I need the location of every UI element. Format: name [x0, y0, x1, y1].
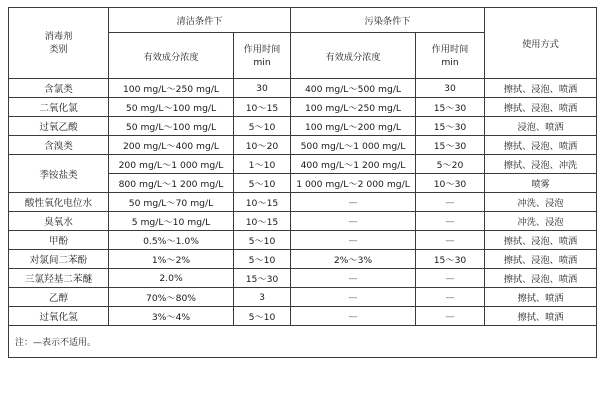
usage-method-cell: 冲洗、浸泡: [485, 212, 597, 231]
clean-time-cell: 5～10: [234, 231, 291, 250]
dirty-time-cell: 15～30: [416, 117, 485, 136]
clean-concentration-cell: 1%～2%: [109, 250, 234, 269]
table-row: [9, 155, 597, 174]
clean-concentration-cell: 50 mg/L～100 mg/L: [109, 98, 234, 117]
dirty-concentration-cell: —: [291, 193, 416, 212]
disinfectant-name-cell: 含氯类: [9, 79, 109, 98]
dirty-time-label-line2: min: [441, 56, 459, 68]
dirty-time-cell: —: [416, 193, 485, 212]
disinfectant-category-header: [9, 8, 109, 79]
usage-method-cell: 擦拭、喷洒: [485, 288, 597, 307]
disinfectant-name-cell: 季铵盐类: [9, 155, 109, 193]
table-row: [9, 193, 597, 212]
table-row: [9, 307, 597, 326]
clean-concentration-cell: 5 mg/L～10 mg/L: [109, 212, 234, 231]
table-row: [9, 98, 597, 117]
dirty-concentration-cell: —: [291, 288, 416, 307]
clean-time-cell: 5～10: [234, 174, 291, 193]
dirty-time-cell: —: [416, 231, 485, 250]
dirty-concentration-cell: 500 mg/L～1 000 mg/L: [291, 136, 416, 155]
usage-method-cell: 擦拭、浸泡、喷洒: [485, 250, 597, 269]
dirty-concentration-cell: —: [291, 212, 416, 231]
table-row: [9, 212, 597, 231]
dirty-concentration-cell: —: [291, 269, 416, 288]
usage-method-cell: 擦拭、浸泡、冲洗: [485, 155, 597, 174]
disinfectant-name-cell: 含溴类: [9, 136, 109, 155]
clean-concentration-cell: 800 mg/L～1 200 mg/L: [109, 174, 234, 193]
usage-method-cell: 擦拭、喷洒: [485, 307, 597, 326]
dirty-time-cell: 5～20: [416, 155, 485, 174]
clean-time-label-line2: min: [253, 56, 271, 68]
dirty-concentration-cell: 100 mg/L～250 mg/L: [291, 98, 416, 117]
header-row-1: [9, 8, 597, 33]
table-row: [9, 231, 597, 250]
dirty-concentration-cell: 2%～3%: [291, 250, 416, 269]
dirty-time-cell: —: [416, 307, 485, 326]
clean-time-cell: 10～20: [234, 136, 291, 155]
clean-time-cell: 15～30: [234, 269, 291, 288]
clean-concentration-header: 有效成分浓度: [109, 33, 234, 79]
table-row: [9, 136, 597, 155]
usage-method-cell: 擦拭、浸泡、喷洒: [485, 231, 597, 250]
clean-condition-header: 清洁条件下: [109, 8, 291, 33]
clean-time-cell: 10～15: [234, 193, 291, 212]
table-row: [9, 79, 597, 98]
dirty-concentration-header: 有效成分浓度: [291, 33, 416, 79]
dirty-concentration-cell: 1 000 mg/L～2 000 mg/L: [291, 174, 416, 193]
clean-concentration-cell: 200 mg/L～400 mg/L: [109, 136, 234, 155]
clean-time-cell: 5～10: [234, 307, 291, 326]
usage-method-cell: 喷雾: [485, 174, 597, 193]
disinfectant-name-cell: 臭氧水: [9, 212, 109, 231]
clean-concentration-cell: 50 mg/L～70 mg/L: [109, 193, 234, 212]
disinfectant-name-cell: 过氧乙酸: [9, 117, 109, 136]
disinfectant-name-cell: 乙醇: [9, 288, 109, 307]
clean-time-cell: 10～15: [234, 212, 291, 231]
clean-concentration-cell: 70%～80%: [109, 288, 234, 307]
dirty-concentration-cell: 100 mg/L～200 mg/L: [291, 117, 416, 136]
disinfectant-name-cell: 酸性氧化电位水: [9, 193, 109, 212]
dirty-concentration-cell: —: [291, 231, 416, 250]
clean-time-cell: 30: [234, 79, 291, 98]
dirty-concentration-cell: 400 mg/L～500 mg/L: [291, 79, 416, 98]
note-row: [9, 326, 597, 358]
clean-time-cell: 1～10: [234, 155, 291, 174]
clean-time-cell: 10～15: [234, 98, 291, 117]
clean-concentration-cell: 100 mg/L～250 mg/L: [109, 79, 234, 98]
clean-concentration-cell: 200 mg/L～1 000 mg/L: [109, 155, 234, 174]
clean-time-label-line1: 作用时间: [243, 43, 281, 55]
disinfectant-name-cell: 对氯间二苯酚: [9, 250, 109, 269]
dirty-time-header: [416, 33, 485, 79]
clean-concentration-cell: 50 mg/L～100 mg/L: [109, 117, 234, 136]
dirty-time-label-line1: 作用时间: [431, 43, 469, 55]
usage-method-cell: 擦拭、浸泡、喷洒: [485, 136, 597, 155]
disinfectant-name-cell: 甲酚: [9, 231, 109, 250]
dirty-time-cell: —: [416, 212, 485, 231]
dirty-concentration-cell: —: [291, 307, 416, 326]
dirty-concentration-cell: 400 mg/L～1 200 mg/L: [291, 155, 416, 174]
usage-method-header: 使用方式: [485, 8, 597, 79]
dirty-time-cell: —: [416, 288, 485, 307]
table-row: [9, 117, 597, 136]
dirty-time-cell: —: [416, 269, 485, 288]
disinfectant-name-cell: 二氧化氯: [9, 98, 109, 117]
clean-concentration-cell: 3%～4%: [109, 307, 234, 326]
dirty-time-cell: 30: [416, 79, 485, 98]
usage-method-cell: 擦拭、浸泡、喷洒: [485, 269, 597, 288]
dirty-time-cell: 10～30: [416, 174, 485, 193]
usage-method-cell: 擦拭、浸泡、喷洒: [485, 98, 597, 117]
dirty-time-cell: 15～30: [416, 136, 485, 155]
clean-time-cell: 5～10: [234, 250, 291, 269]
disinfectant-name-cell: 过氧化氢: [9, 307, 109, 326]
disinfectant-table-container: [8, 7, 596, 399]
usage-method-cell: 擦拭、浸泡、喷洒: [485, 79, 597, 98]
dirty-condition-header: 污染条件下: [291, 8, 485, 33]
table-row: [9, 250, 597, 269]
clean-concentration-cell: 2.0%: [109, 269, 234, 288]
usage-method-cell: 浸泡、喷洒: [485, 117, 597, 136]
disinfectant-label-line1: 消毒剂: [44, 31, 73, 42]
table-row: [9, 288, 597, 307]
table-note: 注：—表示不适用。: [9, 326, 597, 358]
dirty-time-cell: 15～30: [416, 98, 485, 117]
table-row: [9, 269, 597, 288]
disinfectant-table: [8, 7, 597, 358]
dirty-time-cell: 15～30: [416, 250, 485, 269]
clean-time-cell: 5～10: [234, 117, 291, 136]
usage-method-cell: 冲洗、浸泡: [485, 193, 597, 212]
disinfectant-label-line2: 类别: [49, 44, 68, 55]
clean-concentration-cell: 0.5%～1.0%: [109, 231, 234, 250]
disinfectant-name-cell: 三氯羟基二苯醚: [9, 269, 109, 288]
clean-time-cell: 3: [234, 288, 291, 307]
clean-time-header: [234, 33, 291, 79]
